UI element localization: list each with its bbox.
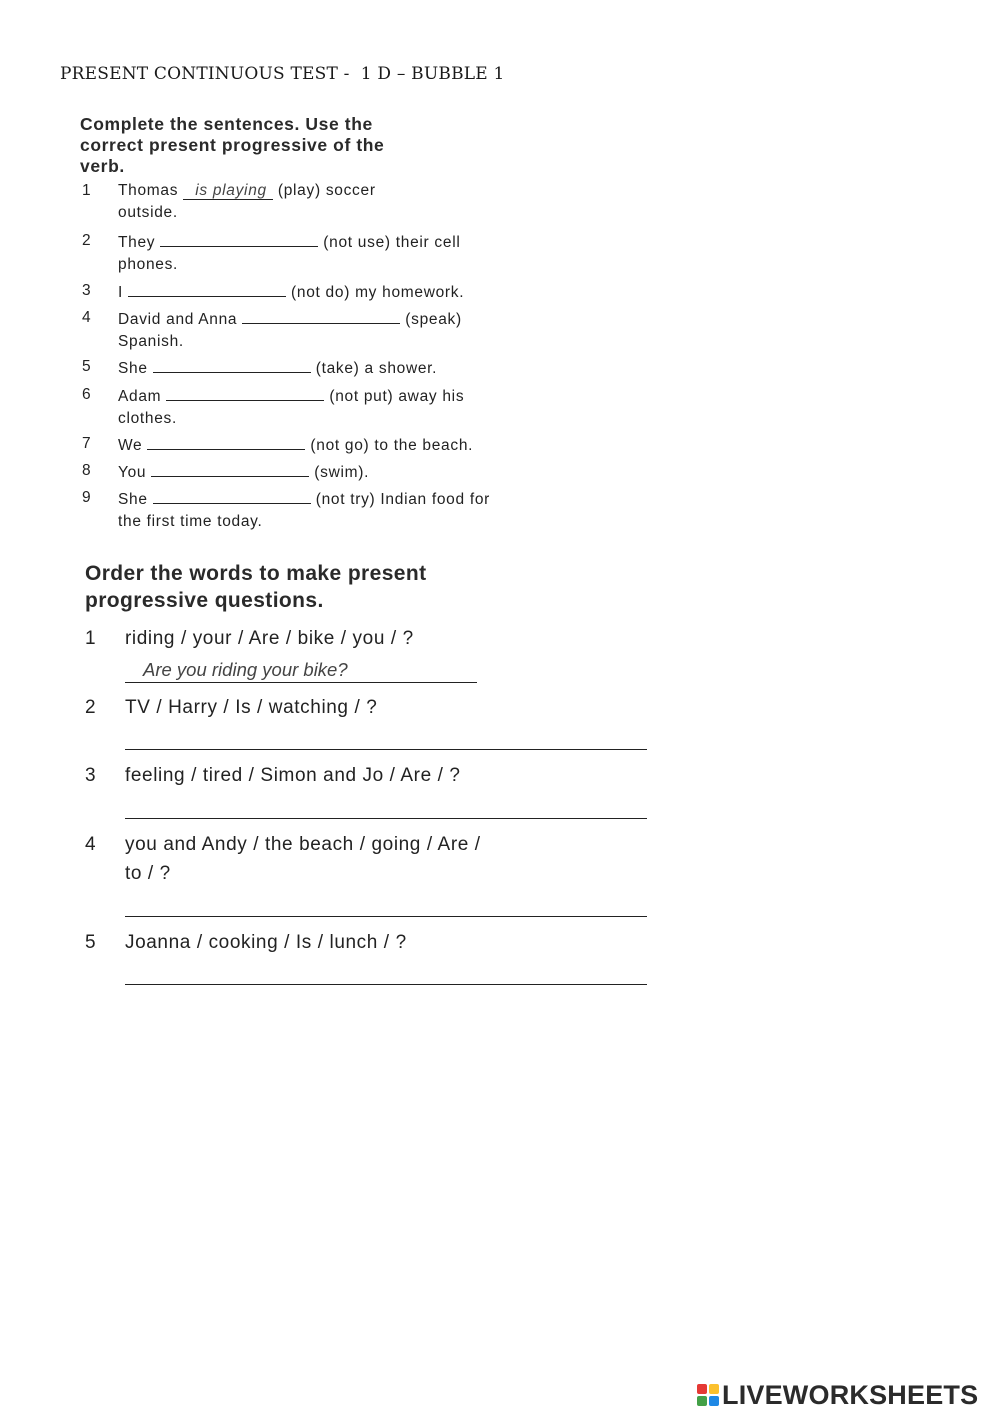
answer-blank[interactable] (153, 487, 311, 504)
answer-blank[interactable] (153, 356, 311, 373)
logo-text: LIVEWORKSHEETS (722, 1379, 979, 1410)
liveworksheets-logo (697, 1378, 978, 1412)
answer-line[interactable] (125, 984, 647, 985)
answer-blank[interactable] (242, 307, 400, 324)
section1-heading: Complete the sentences. Use the correct present progressive of the verb. (80, 114, 385, 176)
answer-line[interactable] (125, 916, 647, 917)
logo-mark-icon (697, 1384, 719, 1406)
answer-blank[interactable] (128, 280, 286, 297)
answer-blank[interactable] (160, 230, 318, 247)
answer-blank[interactable] (166, 384, 324, 401)
answer-blank[interactable] (151, 460, 309, 477)
answer-line[interactable] (125, 818, 647, 819)
page-title: PRESENT CONTINUOUS TEST - 1 D – BUBBLE 1 (60, 64, 505, 84)
section-order-words: Order the words to make present progressive questions. 1 riding / your / Are / bike / you / ? Are you riding your bike? 2 TV / Harry / Is / watching / ? 3 feeling / tired / Simon and Jo / Are / ? 4 you and Andy / the beach / going / Are / to / ? 5 Joanna / cooking / Is / lunch / ? (85, 560, 665, 614)
section-complete-sentences: Complete the sentences. Use the correct present progressive of the verb. 1 Thomas is playing (play) soccer outside. 2 They (not use) their cell phones. 3 I (not do) my homework. 4 David and Anna (speak) Spanish. 5 She (take) a shower. 6 Adam (not put) away his clothes. 7 We (not go) to the beach. 8 You (swim). 9 She (not try) Indian food for the first time today. (80, 114, 640, 177)
answer-blank[interactable] (147, 433, 305, 450)
example-answer: is playing (183, 183, 273, 200)
example-answer: Are you riding your bike? (125, 658, 477, 683)
answer-line[interactable] (125, 749, 647, 750)
section2-heading: Order the words to make present progressive questions. (85, 562, 427, 612)
